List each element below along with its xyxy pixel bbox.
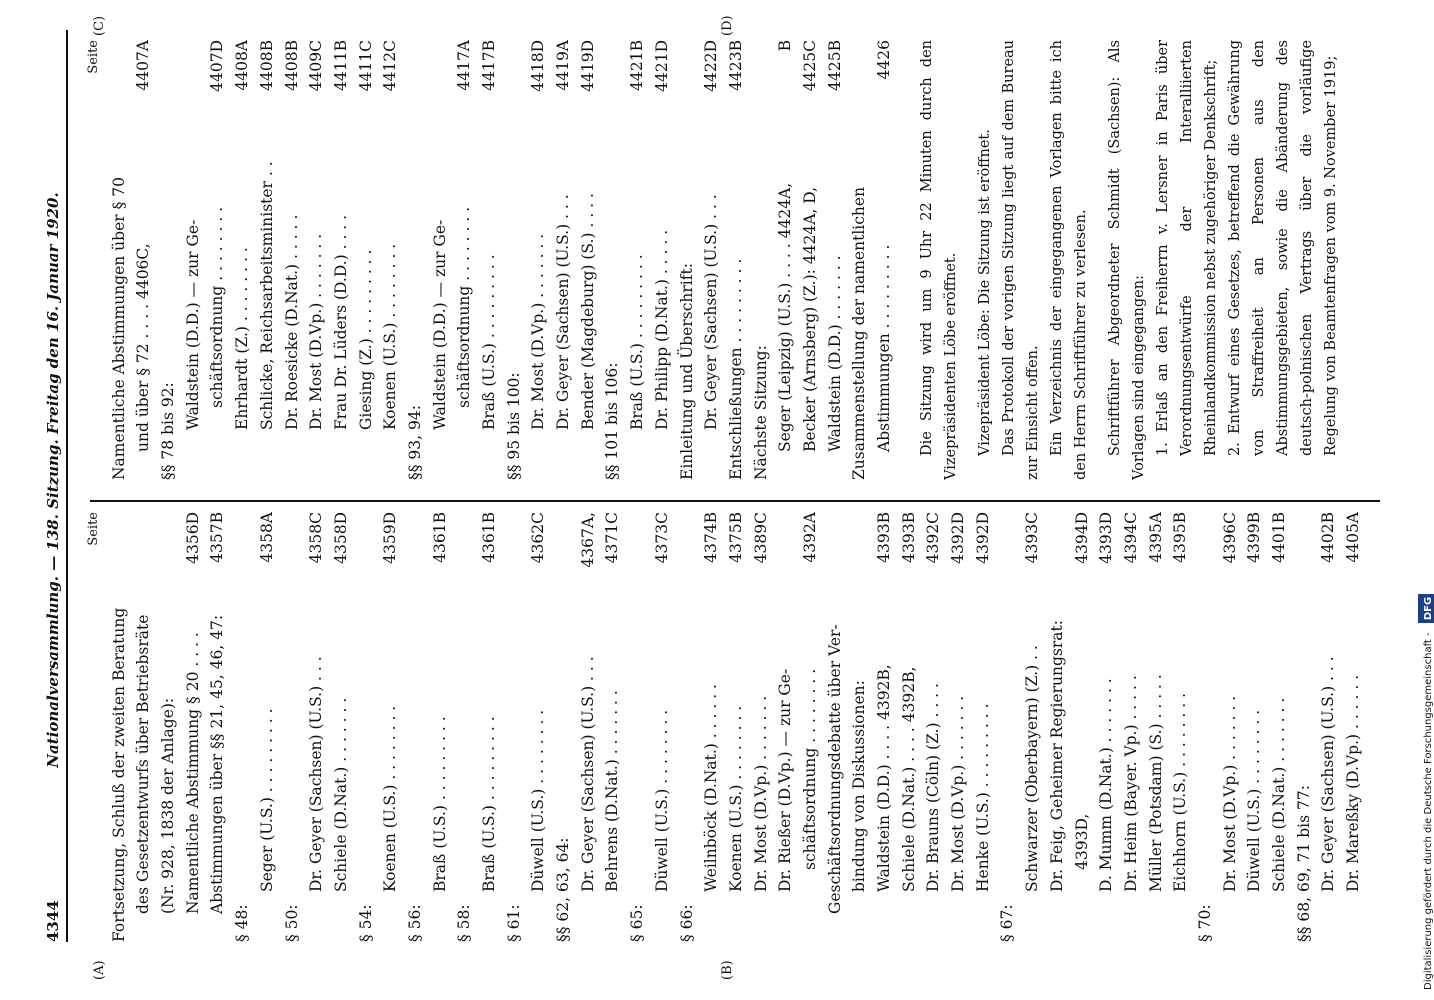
- toc-entry: [230, 512, 255, 942]
- toc-entry-text: Koenen (U.S.) . . . . . . . .: [726, 705, 745, 892]
- toc-entry: [1193, 512, 1218, 942]
- toc-entry-page: 4392D: [949, 512, 968, 564]
- toc-entry-text: Einleitung und Überschrift:: [677, 263, 696, 480]
- toc-entry-page: 4361B: [480, 512, 499, 563]
- right-column: [82, 40, 1343, 480]
- toc-entry: [403, 40, 428, 480]
- toc-entry-page: 4417A: [455, 40, 474, 91]
- toc-entry-text: Koenen (U.S.) . . . . . . . .: [381, 705, 400, 892]
- left-column: [82, 512, 1366, 942]
- toc-entry: [107, 512, 132, 942]
- toc-entry: [477, 40, 502, 480]
- toc-entry-page: 4359D: [381, 512, 400, 564]
- toc-entry: [354, 512, 379, 942]
- page-title: Nationalversammlung. — 138. Sitzung. Freitag den 16. Januar 1920.: [44, 192, 62, 768]
- toc-entry: [107, 40, 132, 480]
- page-header: [0, 0, 78, 1000]
- margin-mark-d: (D): [720, 15, 735, 36]
- column-divider: [90, 500, 1380, 502]
- toc-entry: [181, 512, 206, 942]
- toc-entry-page: 4419D: [578, 40, 597, 92]
- toc-entry-text: §§ 78 bis 92:: [159, 382, 178, 480]
- toc-entry-page: 4409C: [307, 40, 326, 92]
- body-paragraph: Schriftführer Abgeordneter Schmidt (Sachsen): Als Vorlagen sind eingegangen:: [1106, 40, 1147, 480]
- toc-entry: [946, 512, 971, 942]
- toc-entry-text: § 61:: [504, 904, 523, 942]
- toc-entry: [156, 512, 181, 942]
- toc-entry-text: § 67:: [998, 904, 1017, 942]
- toc-entry-text: Düwell (U.S.) . . . . . . . .: [1245, 709, 1264, 892]
- toc-entry-page: 4394C: [1121, 512, 1140, 564]
- toc-entry: [181, 40, 206, 480]
- toc-entry-page: 4396C: [1220, 512, 1239, 564]
- toc-entry: [551, 512, 576, 942]
- toc-entry-text: schäftsordnung . . . . . . . .: [208, 206, 227, 408]
- dfg-logo: DFG: [1418, 594, 1434, 623]
- body-paragraph: 1. Erlaß an den Freiherrn v. Lersner in Paris über Verordnungsentwürfe der Interalliierten Rheinlandkommission nebst zugehöriger Denkschrift;: [1154, 40, 1219, 456]
- toc-entry-text: Behrens (D.Nat.) . . . . . . .: [603, 690, 622, 892]
- toc-entry: [131, 40, 156, 480]
- toc-entry-page: 4358A: [257, 512, 276, 563]
- toc-entry-text: Weilnböck (D.Nat.) . . . . . .: [702, 684, 721, 892]
- toc-entry-page: 4392D: [973, 512, 992, 564]
- header-rule: [66, 30, 68, 942]
- toc-entry: [576, 40, 601, 480]
- toc-entry-text: D. Mumm (D.Nat.) . . . . . . .: [1097, 678, 1116, 892]
- toc-entry: [452, 40, 477, 480]
- toc-entry: [1292, 512, 1317, 942]
- toc-entry-page: 4411B: [331, 40, 350, 91]
- toc-entry: [847, 40, 872, 480]
- toc-entry: [205, 40, 230, 480]
- toc-entry-page: 4408B: [257, 40, 276, 91]
- body-paragraph: Ein Verzeichnis der eingegangenen Vorlagen bitte ich den Herrn Schriftführer zu verlesen.: [1048, 40, 1089, 480]
- toc-entry: [304, 40, 329, 480]
- toc-entry: [1242, 512, 1267, 942]
- toc-entry: [477, 512, 502, 942]
- toc-entry: [329, 40, 354, 480]
- toc-entry: [847, 512, 872, 942]
- toc-entry: [675, 512, 700, 942]
- toc-entry-text: Abstimmungen . . . . . . . . .: [875, 244, 894, 452]
- toc-entry-page: 4367A,: [578, 512, 597, 568]
- toc-entry-page: 4358C: [307, 512, 326, 564]
- toc-entry-text: Seger (Leipzig) (U.S.) . . . . 4424A,: [776, 182, 795, 452]
- toc-entry-text: Waldstein (D.D.) — zur Ge-: [430, 219, 449, 430]
- toc-entry-text: Dr. Geyer (Sachsen) (U.S.) . . .: [702, 194, 721, 430]
- toc-entry-page: 4389C: [751, 512, 770, 564]
- toc-entry-text: Abstimmungen über §§ 21, 45, 46, 47:: [208, 614, 227, 914]
- toc-entry: [625, 40, 650, 480]
- toc-entry-text: schäftsordnung . . . . . . . .: [800, 668, 819, 870]
- toc-entry-text: Dr. Geyer (Sachsen) (U.S.) . . .: [1319, 656, 1338, 892]
- toc-entry-text: § 50:: [282, 904, 301, 942]
- toc-entry-text: 4393D,: [1072, 813, 1091, 870]
- toc-entry-page: 4393B: [899, 512, 918, 563]
- toc-entry: [897, 512, 922, 942]
- toc-entry-page: 4373C: [652, 512, 671, 564]
- toc-entry-text: Schiele (D.Nat.) . . . . . . .: [331, 697, 350, 892]
- toc-entry: [1070, 512, 1095, 942]
- spacer: [897, 40, 915, 480]
- toc-entry-page: 4371C: [603, 512, 622, 564]
- toc-entry-text: Braß (U.S.) . . . . . . . . .: [430, 716, 449, 892]
- toc-entry-page: 4421B: [628, 40, 647, 91]
- toc-entry-text: §§ 101 bis 106:: [603, 362, 622, 480]
- toc-entry: [921, 512, 946, 942]
- toc-entry-text: Dr. Mareßky (D.Vp.) . . . . . .: [1344, 674, 1363, 892]
- toc-entry-text: Schlicke, Reichsarbeitsminister . .: [257, 161, 276, 430]
- toc-entry-page: 4425B: [825, 40, 844, 91]
- toc-entry: [230, 40, 255, 480]
- toc-entry-text: Dr. Geyer (Sachsen) (U.S.) . . .: [307, 656, 326, 892]
- toc-entry-page: B: [776, 40, 795, 52]
- sidebar-text: Digitalisierung gefördert durch die Deutsche Forschungsgemeinschaft -: [1423, 632, 1434, 990]
- toc-entry-text: Becker (Arnsberg) (Z.): 4424A, D,: [800, 186, 819, 452]
- toc-entry-page: 4357B: [208, 512, 227, 563]
- toc-entry-page: 4392C: [924, 512, 943, 564]
- seite-label: Seite: [86, 512, 101, 546]
- toc-entry: [329, 512, 354, 942]
- toc-entry: [354, 40, 379, 480]
- toc-entry: [1168, 512, 1193, 942]
- toc-entry-page: 4402B: [1319, 512, 1338, 563]
- toc-entry-page: 4392A: [800, 512, 819, 563]
- toc-entry: [502, 512, 527, 942]
- toc-entry-text: Dr. Feig, Geheimer Regierungsrat:: [1047, 620, 1066, 892]
- toc-entry-page: 4399B: [1245, 512, 1264, 563]
- toc-entry-text: Schiele (D.Nat.) . . . . 4392B,: [899, 666, 918, 892]
- toc-entry: [823, 40, 848, 480]
- toc-entry-text: Fortsetzung, Schluß der zweiten Beratung: [109, 607, 128, 942]
- toc-entry: [205, 512, 230, 942]
- toc-entry-text: Dr. Brauns (Cöln) (Z.) . . . .: [924, 683, 943, 892]
- toc-entry-text: Bender (Magdeburg) (S.) . . . .: [578, 193, 597, 430]
- toc-entry: [798, 512, 823, 942]
- toc-entry-page: 4407A: [134, 40, 153, 91]
- toc-entry-text: Dr. Geyer (Sachsen) (U.S.) . . .: [554, 194, 573, 430]
- toc-entry: [773, 512, 798, 942]
- seite-label: Seite: [86, 40, 101, 74]
- toc-entry-text: (Nr. 928, 1838 der Anlage):: [159, 697, 178, 914]
- toc-entry-text: Ehrhardt (Z.) . . . . . . . .: [233, 247, 252, 430]
- toc-entry-page: 4405A: [1344, 512, 1363, 563]
- toc-entry-text: Nächste Sitzung:: [751, 345, 770, 480]
- toc-entry-text: Dr. Philipp (D.Nat.) . . . . .: [652, 229, 671, 430]
- toc-entry: [378, 40, 403, 480]
- toc-entry-page: 4393C: [1023, 512, 1042, 564]
- toc-entry: [1094, 512, 1119, 942]
- toc-entry: [995, 512, 1020, 942]
- toc-entry: [255, 40, 280, 480]
- toc-entry: [724, 40, 749, 480]
- toc-entry-text: und über § 72 . . . . 4406C,: [134, 243, 153, 452]
- toc-entry-page: 4394D: [1072, 512, 1091, 564]
- margin-mark-c: (C): [92, 15, 107, 36]
- toc-entry-text: Frau Dr. Lüders (D.D.) . . . .: [331, 214, 350, 430]
- toc-entry-text: § 48:: [233, 904, 252, 942]
- body-paragraph: 2. Entwurf eines Gesetzes, betreffend die Gewährung von Straffreiheit an Personen aus den Abstimmungsgebieten, sowie die Abänderung des deutsch-polnischen Vertrags über die vorläufige Regelung von Beamtenfragen vom 9. November 1919;: [1226, 40, 1339, 456]
- toc-entry: [798, 40, 823, 480]
- toc-entry-page: 4419A: [554, 40, 573, 91]
- toc-entry-text: Dr. Roesicke (D.Nat.) . . . . .: [282, 214, 301, 430]
- toc-entry: [255, 512, 280, 942]
- toc-entry: [280, 40, 305, 480]
- toc-entry: [749, 512, 774, 942]
- toc-entry-text: Giesing (Z.) . . . . . . . . .: [356, 249, 375, 430]
- toc-entry-text: Namentliche Abstimmung § 20 . . . .: [183, 632, 202, 914]
- toc-entry-text: bindung von Diskussionen:: [850, 680, 869, 892]
- toc-entry: [600, 40, 625, 480]
- toc-entry: [1218, 512, 1243, 942]
- toc-entry-page: 4356D: [183, 512, 202, 564]
- toc-entry: [773, 40, 798, 480]
- toc-entry-page: 4407D: [208, 40, 227, 92]
- toc-entry-page: 4411C: [356, 40, 375, 92]
- toc-entry: [1341, 512, 1366, 942]
- toc-entry: [650, 512, 675, 942]
- toc-entry-text: Dr. Most (D.Vp.) . . . . . . .: [529, 233, 548, 430]
- toc-entry-text: des Gesetzentwurfs über Betriebsräte: [134, 614, 153, 914]
- toc-entry: [823, 512, 848, 942]
- toc-entry-text: Eichhorn (U.S.) . . . . . . . .: [1171, 692, 1190, 892]
- toc-entry-page: 4423B: [726, 40, 745, 91]
- toc-entry-page: 4408B: [282, 40, 301, 91]
- toc-entry-text: Geschäftsordnungsdebatte über Ver-: [825, 624, 844, 914]
- toc-entry: [428, 512, 453, 942]
- toc-entry: [1045, 512, 1070, 942]
- toc-entry-page: 4408A: [233, 40, 252, 91]
- toc-entry-text: § 66:: [677, 904, 696, 942]
- toc-entry: [699, 512, 724, 942]
- toc-entry: [1267, 512, 1292, 942]
- toc-entry-text: Zusammenstellung der namentlichen: [850, 186, 869, 480]
- toc-entry-page: 4393B: [875, 512, 894, 563]
- toc-entry: [600, 512, 625, 942]
- toc-entry: [872, 512, 897, 942]
- toc-entry: [971, 512, 996, 942]
- body-paragraph: Vizepräsident Löbe: Die Sitzung ist eröffnet.: [976, 129, 993, 456]
- toc-entry-text: Dr. Most (D.Vp.) . . . . . . .: [751, 695, 770, 892]
- toc-entry-page: 4418D: [529, 40, 548, 92]
- toc-entry-page: 4421D: [652, 40, 671, 92]
- toc-entry-text: § 65:: [628, 904, 647, 942]
- toc-entry: [551, 40, 576, 480]
- toc-entry-text: Henke (U.S.) . . . . . . . . .: [973, 703, 992, 892]
- toc-entry: [1144, 512, 1169, 942]
- toc-entry-text: Dr. Most (D.Vp.) . . . . . . .: [949, 695, 968, 892]
- toc-entry-text: §§ 62, 63, 64:: [554, 837, 573, 942]
- toc-entry: [452, 512, 477, 942]
- toc-entry: [526, 40, 551, 480]
- page-number: 4344: [44, 900, 62, 942]
- toc-entry-text: schäftsordnung . . . . . . . .: [455, 206, 474, 408]
- toc-entry: [576, 512, 601, 942]
- toc-entry-text: § 58:: [455, 904, 474, 942]
- toc-entry-text: Braß (U.S.) . . . . . . . . .: [480, 254, 499, 430]
- toc-entry-page: 4426: [875, 40, 894, 80]
- digitization-sidebar: [1418, 10, 1434, 990]
- toc-entry: [872, 40, 897, 480]
- toc-entry: [156, 40, 181, 480]
- toc-entry-text: § 54:: [356, 904, 375, 942]
- toc-entry-text: Seger (U.S.) . . . . . . . . .: [257, 708, 276, 892]
- toc-entry-text: Namentliche Abstimmungen über § 70: [109, 177, 128, 480]
- toc-entry-page: 4358D: [331, 512, 350, 564]
- toc-entry-text: Waldstein (D.D.) . . . . . . .: [825, 255, 844, 452]
- toc-entry: [650, 40, 675, 480]
- toc-entry-text: Dr. Rießer (D.Vp.) — zur Ge-: [776, 668, 795, 892]
- toc-entry-text: §§ 68, 69, 71 bis 77:: [1294, 785, 1313, 942]
- toc-entry: [378, 512, 403, 942]
- toc-entry: [699, 40, 724, 480]
- toc-entry-text: Düwell (U.S.) . . . . . . . .: [652, 709, 671, 892]
- toc-entry-text: Waldstein (D.D.) . . . . 4392B,: [875, 664, 894, 892]
- body-paragraph: Das Protokoll der vorigen Sitzung liegt auf dem Bureau zur Einsicht offen.: [1000, 40, 1041, 480]
- toc-entry: [625, 512, 650, 942]
- toc-entry-text: Waldstein (D.D.) — zur Ge-: [183, 219, 202, 430]
- toc-entry-text: § 56:: [405, 904, 424, 942]
- toc-entry: [749, 40, 774, 480]
- toc-entry: [428, 40, 453, 480]
- toc-entry-page: 4362C: [529, 512, 548, 564]
- toc-entry: [131, 512, 156, 942]
- margin-mark-a: (A): [92, 960, 107, 980]
- toc-entry-text: Koenen (U.S.) . . . . . . . .: [381, 243, 400, 430]
- toc-entry-text: Düwell (U.S.) . . . . . . . .: [529, 709, 548, 892]
- margin-mark-b: (B): [720, 960, 735, 980]
- toc-entry-text: §§ 93, 94:: [405, 405, 424, 480]
- toc-entry-text: § 70:: [1195, 904, 1214, 942]
- toc-entry-page: 4393D: [1097, 512, 1116, 564]
- toc-entry: [724, 512, 749, 942]
- toc-entry: [1119, 512, 1144, 942]
- toc-entry-text: Dr. Most (D.Vp.) . . . . . . .: [1220, 695, 1239, 892]
- toc-entry-page: 4395A: [1146, 512, 1165, 563]
- toc-entry-text: Dr. Heim (Bayer. Vp.) . . . . .: [1121, 675, 1140, 892]
- toc-entry: [280, 512, 305, 942]
- toc-entry: [526, 512, 551, 942]
- toc-entry: [502, 40, 527, 480]
- toc-entry: [304, 512, 329, 942]
- toc-entry-page: 4401B: [1270, 512, 1289, 563]
- toc-entry-text: §§ 95 bis 100:: [504, 372, 523, 480]
- body-paragraph: Die Sitzung wird um 9 Uhr 22 Minuten durch den Vizepräsidenten Löbe eröffnet.: [918, 40, 959, 480]
- toc-entry-page: 4425C: [800, 40, 819, 92]
- toc-entry-text: Braß (U.S.) . . . . . . . . .: [628, 254, 647, 430]
- toc-entry-page: 4361B: [430, 512, 449, 563]
- toc-entry-text: Dr. Most (D.Vp.) . . . . . . .: [307, 233, 326, 430]
- toc-entry: [1316, 512, 1341, 942]
- toc-entry-text: Dr. Geyer (Sachsen) (U.S.) . . .: [578, 656, 597, 892]
- toc-entry-text: Müller (Potsdam) (S.) . . . . .: [1146, 674, 1165, 892]
- toc-entry-text: Schiele (D.Nat.) . . . . . . .: [1270, 697, 1289, 892]
- toc-entry-page: 4417B: [480, 40, 499, 91]
- toc-entry: [1020, 512, 1045, 942]
- toc-entry-text: Schwarzer (Oberbayern) (Z.) . .: [1023, 645, 1042, 892]
- toc-entry-page: 4412C: [381, 40, 400, 92]
- toc-entry: [403, 512, 428, 942]
- toc-entry: [675, 40, 700, 480]
- toc-entry-page: 4374B: [702, 512, 721, 563]
- toc-entry-text: Braß (U.S.) . . . . . . . . .: [480, 716, 499, 892]
- toc-entry-page: 4375B: [726, 512, 745, 563]
- toc-entry-page: 4422D: [702, 40, 721, 92]
- toc-entry-page: 4395B: [1171, 512, 1190, 563]
- toc-entry-text: Entschließungen . . . . . . . . .: [726, 258, 745, 480]
